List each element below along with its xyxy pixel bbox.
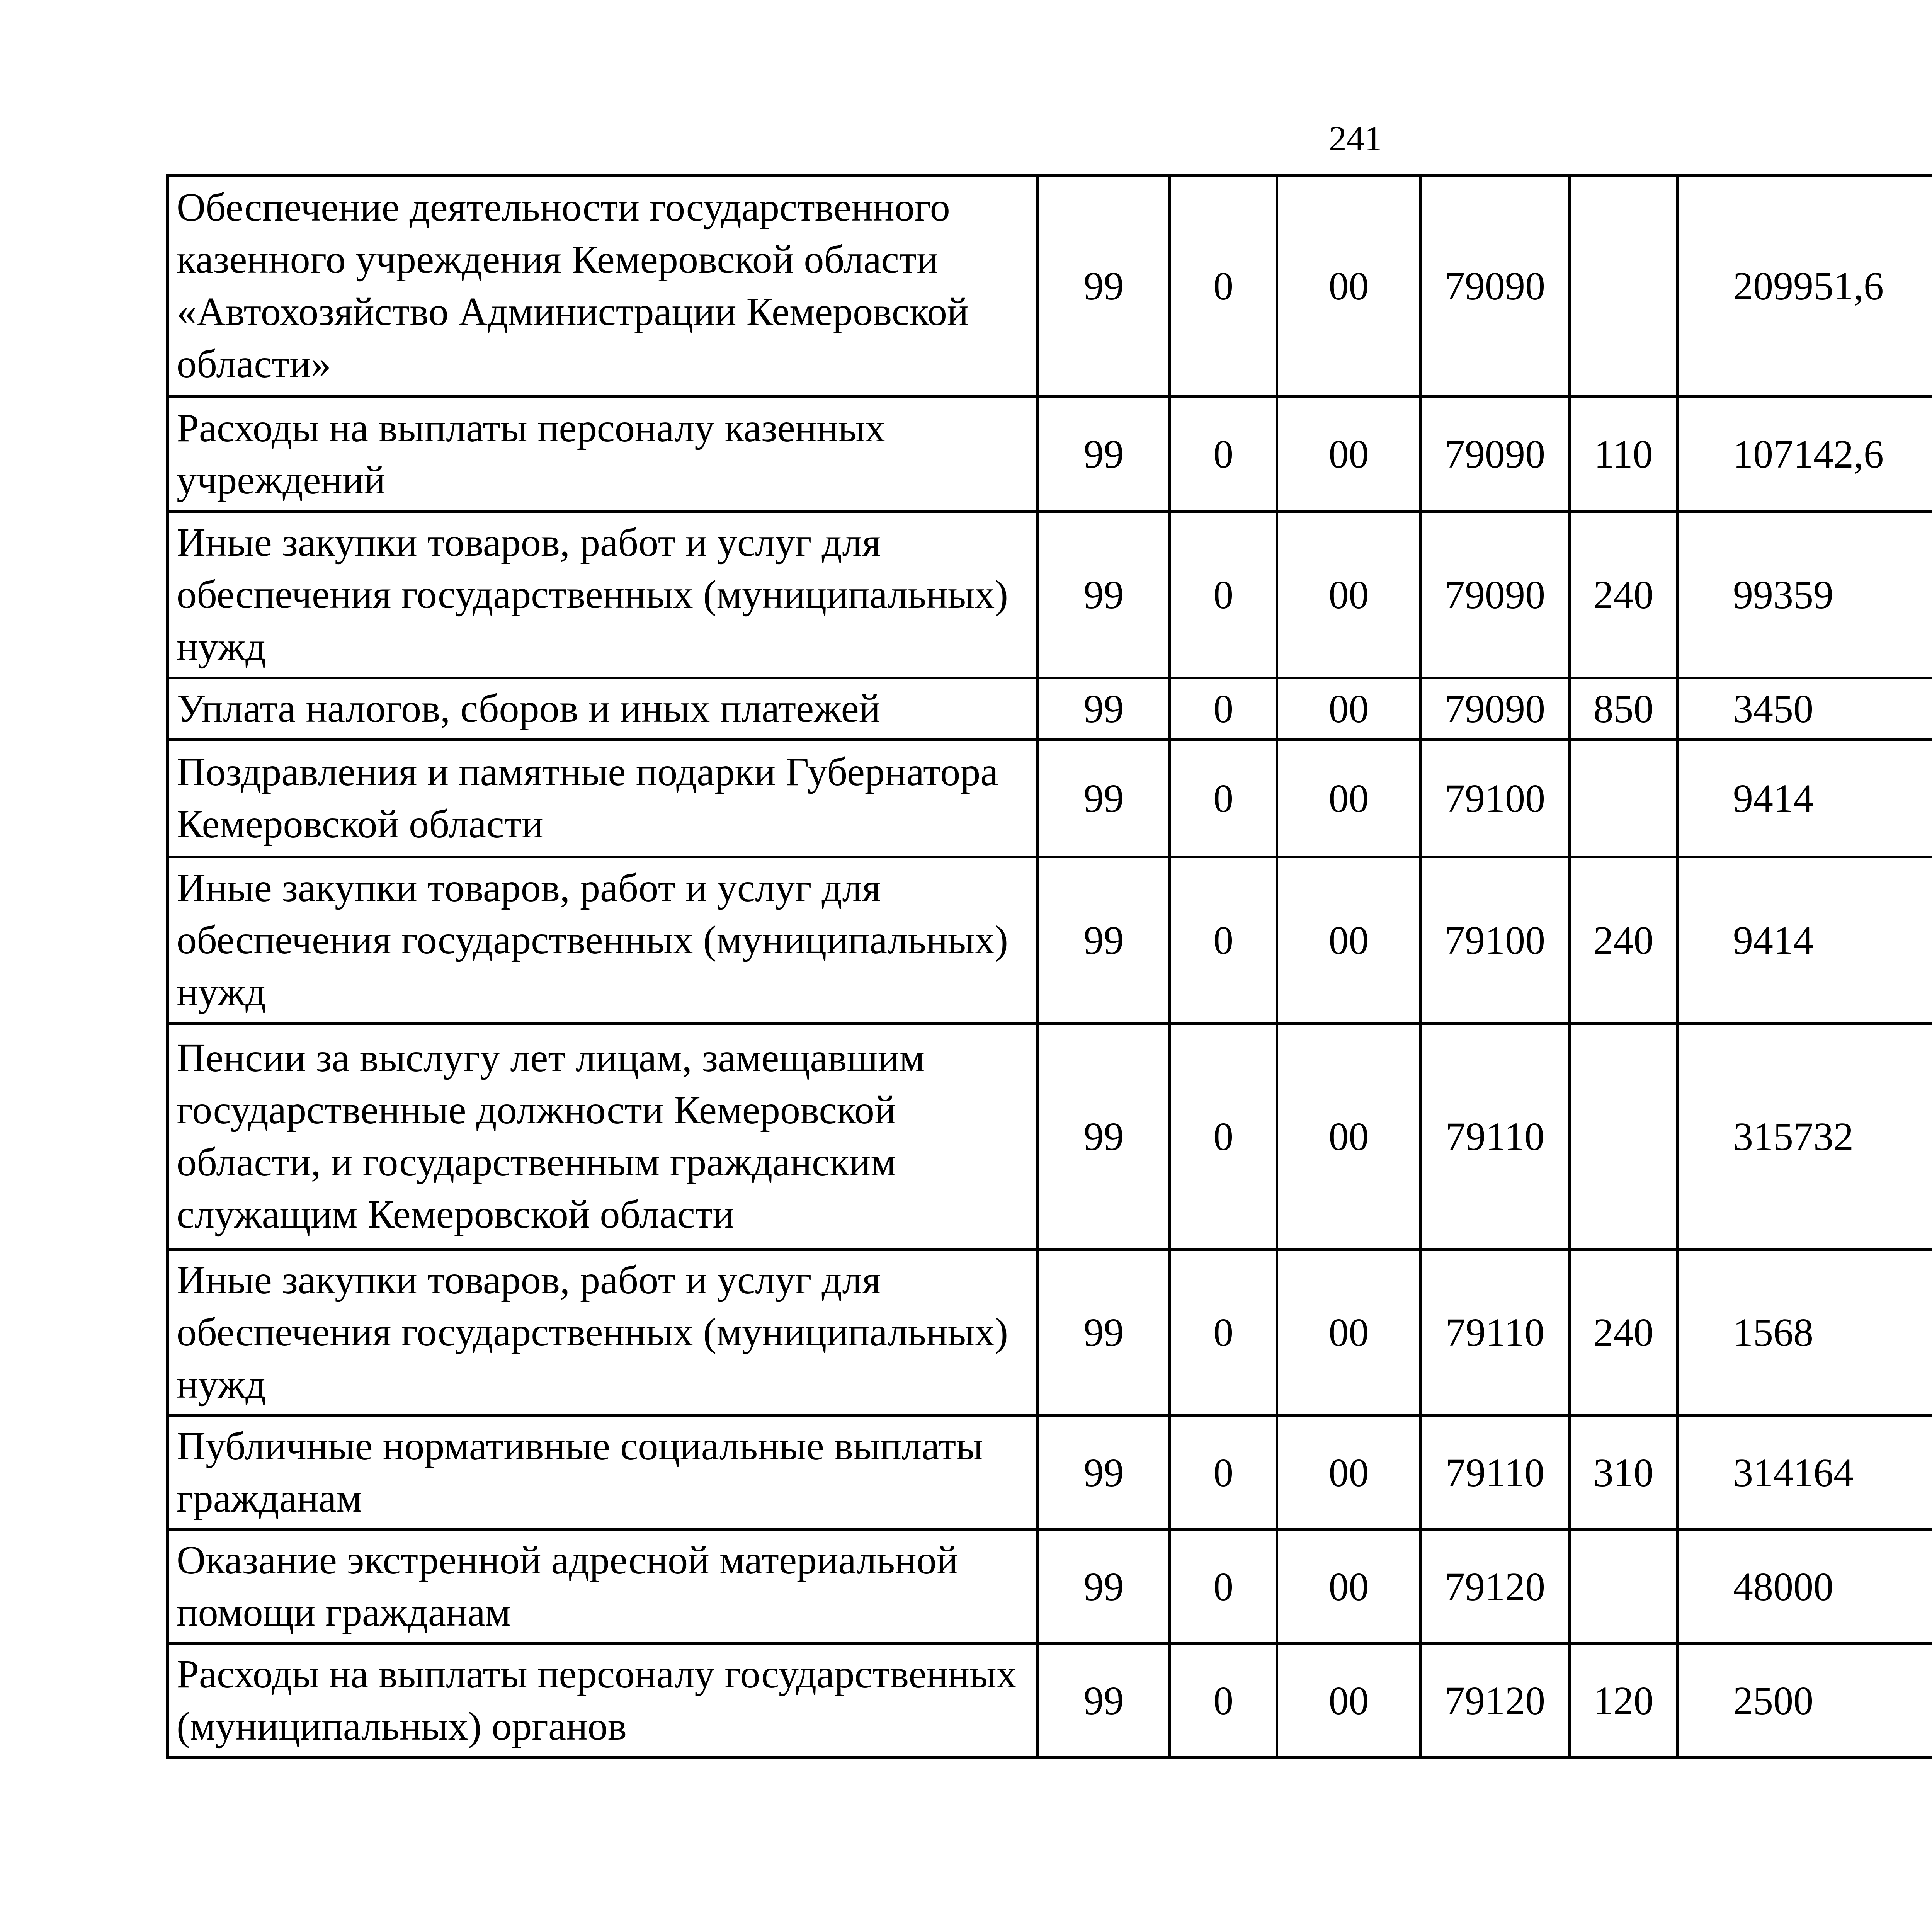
program-code: 99: [1038, 1250, 1170, 1416]
amount-year-1: 315732: [1678, 1024, 1932, 1250]
amount-year-1: 99359: [1678, 512, 1932, 678]
row-description: Расходы на выплаты персоналу казенных учреждений: [168, 397, 1038, 512]
group-code: 00: [1277, 1644, 1421, 1758]
subprogram-code: 0: [1170, 397, 1277, 512]
subprogram-code: 0: [1170, 740, 1277, 857]
program-code: 99: [1038, 175, 1170, 397]
amount-year-1: 3450: [1678, 678, 1932, 740]
amount-year-1: 1568: [1678, 1250, 1932, 1416]
direction-code: 79110: [1421, 1416, 1570, 1530]
expense-type-code: 240: [1570, 512, 1678, 678]
group-code: 00: [1277, 740, 1421, 857]
program-code: 99: [1038, 1530, 1170, 1644]
expense-type-code: 240: [1570, 857, 1678, 1024]
amount-year-1: 9414: [1678, 857, 1932, 1024]
row-description: Расходы на выплаты персоналу государственных (муниципальных) органов: [168, 1644, 1038, 1758]
table-row: [168, 512, 1932, 678]
expense-type-code: 240: [1570, 1250, 1678, 1416]
expense-type-code: [1570, 1024, 1678, 1250]
row-description: Поздравления и памятные подарки Губернатора Кемеровской области: [168, 740, 1038, 857]
row-description: Уплата налогов, сборов и иных платежей: [168, 678, 1038, 740]
expense-type-code: [1570, 1530, 1678, 1644]
table-row: [168, 397, 1932, 512]
direction-code: 79120: [1421, 1644, 1570, 1758]
group-code: 00: [1277, 1250, 1421, 1416]
group-code: 00: [1277, 512, 1421, 678]
row-description: Иные закупки товаров, работ и услуг для обеспечения государственных (муниципальных) нужд: [168, 1250, 1038, 1416]
group-code: 00: [1277, 1416, 1421, 1530]
row-description: Обеспечение деятельности государственного казенного учреждения Кемеровской области «Автохозяйство Администрации Кемеровской области»: [168, 175, 1038, 397]
table-row: [168, 1530, 1932, 1644]
amount-year-1: 107142,6: [1678, 397, 1932, 512]
table-row: [168, 175, 1932, 397]
subprogram-code: 0: [1170, 512, 1277, 678]
group-code: 00: [1277, 397, 1421, 512]
group-code: 00: [1277, 1024, 1421, 1250]
table-row: [168, 740, 1932, 857]
subprogram-code: 0: [1170, 678, 1277, 740]
table-body: [168, 175, 1932, 1758]
direction-code: 79090: [1421, 397, 1570, 512]
table-row: [168, 857, 1932, 1024]
program-code: 99: [1038, 740, 1170, 857]
expense-type-code: 310: [1570, 1416, 1678, 1530]
subprogram-code: 0: [1170, 1416, 1277, 1530]
program-code: 99: [1038, 1024, 1170, 1250]
direction-code: 79090: [1421, 175, 1570, 397]
table-row: [168, 1024, 1932, 1250]
page-number: 241: [1329, 119, 1382, 158]
direction-code: 79120: [1421, 1530, 1570, 1644]
amount-year-1: 48000: [1678, 1530, 1932, 1644]
amount-year-1: 9414: [1678, 740, 1932, 857]
table-row: [168, 1250, 1932, 1416]
group-code: 00: [1277, 175, 1421, 397]
row-description: Иные закупки товаров, работ и услуг для обеспечения государственных (муниципальных) нужд: [168, 857, 1038, 1024]
program-code: 99: [1038, 857, 1170, 1024]
expense-type-code: 110: [1570, 397, 1678, 512]
expense-type-code: [1570, 175, 1678, 397]
program-code: 99: [1038, 397, 1170, 512]
group-code: 00: [1277, 857, 1421, 1024]
amount-year-1: 314164: [1678, 1416, 1932, 1530]
amount-year-1: 2500: [1678, 1644, 1932, 1758]
program-code: 99: [1038, 678, 1170, 740]
direction-code: 79090: [1421, 512, 1570, 678]
direction-code: 79110: [1421, 1024, 1570, 1250]
table-row: [168, 1416, 1932, 1530]
program-code: 99: [1038, 1644, 1170, 1758]
subprogram-code: 0: [1170, 1024, 1277, 1250]
table-row: [168, 1644, 1932, 1758]
program-code: 99: [1038, 512, 1170, 678]
expense-type-code: [1570, 740, 1678, 857]
subprogram-code: 0: [1170, 1644, 1277, 1758]
direction-code: 79100: [1421, 857, 1570, 1024]
row-description: Пенсии за выслугу лет лицам, замещавшим государственные должности Кемеровской области, и государственным гражданским служащим Кемеровской области: [168, 1024, 1038, 1250]
subprogram-code: 0: [1170, 175, 1277, 397]
group-code: 00: [1277, 678, 1421, 740]
row-description: Оказание экстренной адресной материальной помощи гражданам: [168, 1530, 1038, 1644]
row-description: Иные закупки товаров, работ и услуг для обеспечения государственных (муниципальных) нужд: [168, 512, 1038, 678]
program-code: 99: [1038, 1416, 1170, 1530]
direction-code: 79100: [1421, 740, 1570, 857]
table-row: [168, 678, 1932, 740]
subprogram-code: 0: [1170, 1530, 1277, 1644]
direction-code: 79110: [1421, 1250, 1570, 1416]
group-code: 00: [1277, 1530, 1421, 1644]
expense-type-code: 850: [1570, 678, 1678, 740]
subprogram-code: 0: [1170, 1250, 1277, 1416]
direction-code: 79090: [1421, 678, 1570, 740]
subprogram-code: 0: [1170, 857, 1277, 1024]
amount-year-1: 209951,6: [1678, 175, 1932, 397]
budget-table: [166, 174, 1932, 1759]
expense-type-code: 120: [1570, 1644, 1678, 1758]
row-description: Публичные нормативные социальные выплаты гражданам: [168, 1416, 1038, 1530]
